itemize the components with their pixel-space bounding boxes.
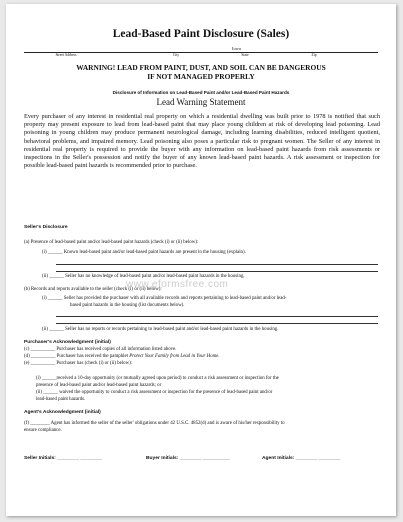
seller-heading: Seller's Disclosure bbox=[24, 225, 68, 230]
purchaser-e-i-line-1: (i) ______received a 10-day opportunity (or mutually agreed upon period) to conduct a risk assessment or inspection for the bbox=[36, 376, 279, 381]
pamphlet-title: Protect Your Family from Lead in Your Home. bbox=[129, 354, 220, 359]
purchaser-d bbox=[24, 354, 220, 360]
agent-f-line-1: (f) ________ Agent has informed the seller of the seller' obligations under 42 U.S.C. 4852(d) and is aware of his/her responsibility to bbox=[24, 421, 285, 426]
explain-line-2[interactable] bbox=[56, 271, 378, 272]
seller-b-ii: (ii) ______ Seller has no reports or records pertaining to lead-based paint and/or lead-based paint hazards in the housing. bbox=[42, 327, 279, 332]
seller-a-i: (i) ______ Known lead-based paint and/or lead-based paint hazards are present in the housing (explain). bbox=[42, 250, 246, 255]
purchaser-e-i-line-2: presence of lead-based paint and/or lead-based paint hazards; or bbox=[36, 383, 162, 388]
purchaser-e: (e) __________ Purchaser has (check (i) or (ii) below): bbox=[24, 361, 133, 366]
documents-line-2[interactable] bbox=[56, 323, 378, 324]
seller-b-i-line-1: (i) ______ Seller has provided the purchaser with all available records and reports pertaining to lead-based paint and/or lead- bbox=[42, 296, 287, 301]
purchaser-heading: Purchaser's Acknowledgment (initial) bbox=[24, 340, 111, 345]
disclosure-title: Disclosure of Information on Lead-Based Paint and/or Lead-Based Paint Hazards bbox=[112, 90, 290, 95]
purchaser-e-ii-line-2: lead-based paint hazards. bbox=[36, 397, 86, 402]
agent-f-line-2: ensure compliance. bbox=[24, 428, 62, 433]
warning-line-1: WARNING! LEAD FROM PAINT, DUST, AND SOIL CAN BE DANGEROUS bbox=[76, 63, 326, 72]
statement-title: Lead Warning Statement bbox=[156, 97, 246, 107]
agent-heading: Agent's Acknowledgment (initial) bbox=[24, 410, 101, 415]
watermark: www.eformsfree.com bbox=[126, 279, 229, 290]
street-address-label: Street Address bbox=[55, 53, 77, 57]
purchaser-e-ii-line-1: (ii) ______ waived the opportunity to conduct a risk assessment or inspection for the presence of lead-based paint and/or bbox=[36, 390, 273, 395]
seller-b: (b) Records and reports available to the seller (check (i) or (ii) below): bbox=[24, 287, 162, 292]
documents-line-1[interactable] bbox=[56, 316, 378, 317]
document-page bbox=[6, 4, 396, 516]
statement-text: Every purchaser of any interest in residential real property on which a residential dwelling was built prior to 1978 is notified that such property may present exposure to lead from lead-based paint that may place young children at risk of developing lead poisoning. Lead poisoning in young children may produce permanent neurological damage, including learning disabilities, reduced intelligent quotient, behavioral problems, and impaired memory. Lead poisoning also poses a particular risk to pregnant women. The Seller of any interest in residential real property is required to provide the buyer with any information on lead-based paint hazards from risk assessments or inspections in the Seller's possession and notify the buyer of any known lead-based paint hazards. A risk assessment or inspection for possible lead-based paint hazards is recommended prior to purchase. bbox=[24, 113, 380, 170]
zip-label: Zip bbox=[311, 53, 317, 57]
city-label: City bbox=[172, 53, 180, 57]
seller-b-i-line-2: based paint hazards in the housing (list documents below). bbox=[70, 303, 185, 308]
purchaser-d-text: (d) __________ Purchaser has received the pamphlet bbox=[24, 354, 130, 359]
state-value: Iowa bbox=[232, 46, 241, 51]
seller-a: (a) Presence of lead-based paint and/or lead-based paint hazards (check (i) or (ii) below): bbox=[24, 240, 199, 245]
warning-line-2: IF NOT MANAGED PROPERLY bbox=[147, 72, 255, 82]
warning-heading bbox=[6, 63, 396, 82]
seller-initials[interactable]: Seller Initials: ________ ________ bbox=[24, 456, 103, 461]
state-label: State bbox=[241, 53, 249, 57]
purchaser-c: (c) __________ Purchaser has received copies of all information listed above. bbox=[24, 347, 177, 352]
seller-a-ii: (ii) ______ Seller has no knowledge of lead-based paint and/or lead-based paint hazards in the housing. bbox=[42, 274, 245, 279]
agent-initials[interactable]: Agent Initials: ________ ________ bbox=[262, 456, 341, 461]
explain-line-1[interactable] bbox=[56, 264, 378, 265]
buyer-initials[interactable]: Buyer Initials: ________ __________ bbox=[146, 456, 231, 461]
page-title: Lead-Based Paint Disclosure (Sales) bbox=[112, 28, 290, 40]
